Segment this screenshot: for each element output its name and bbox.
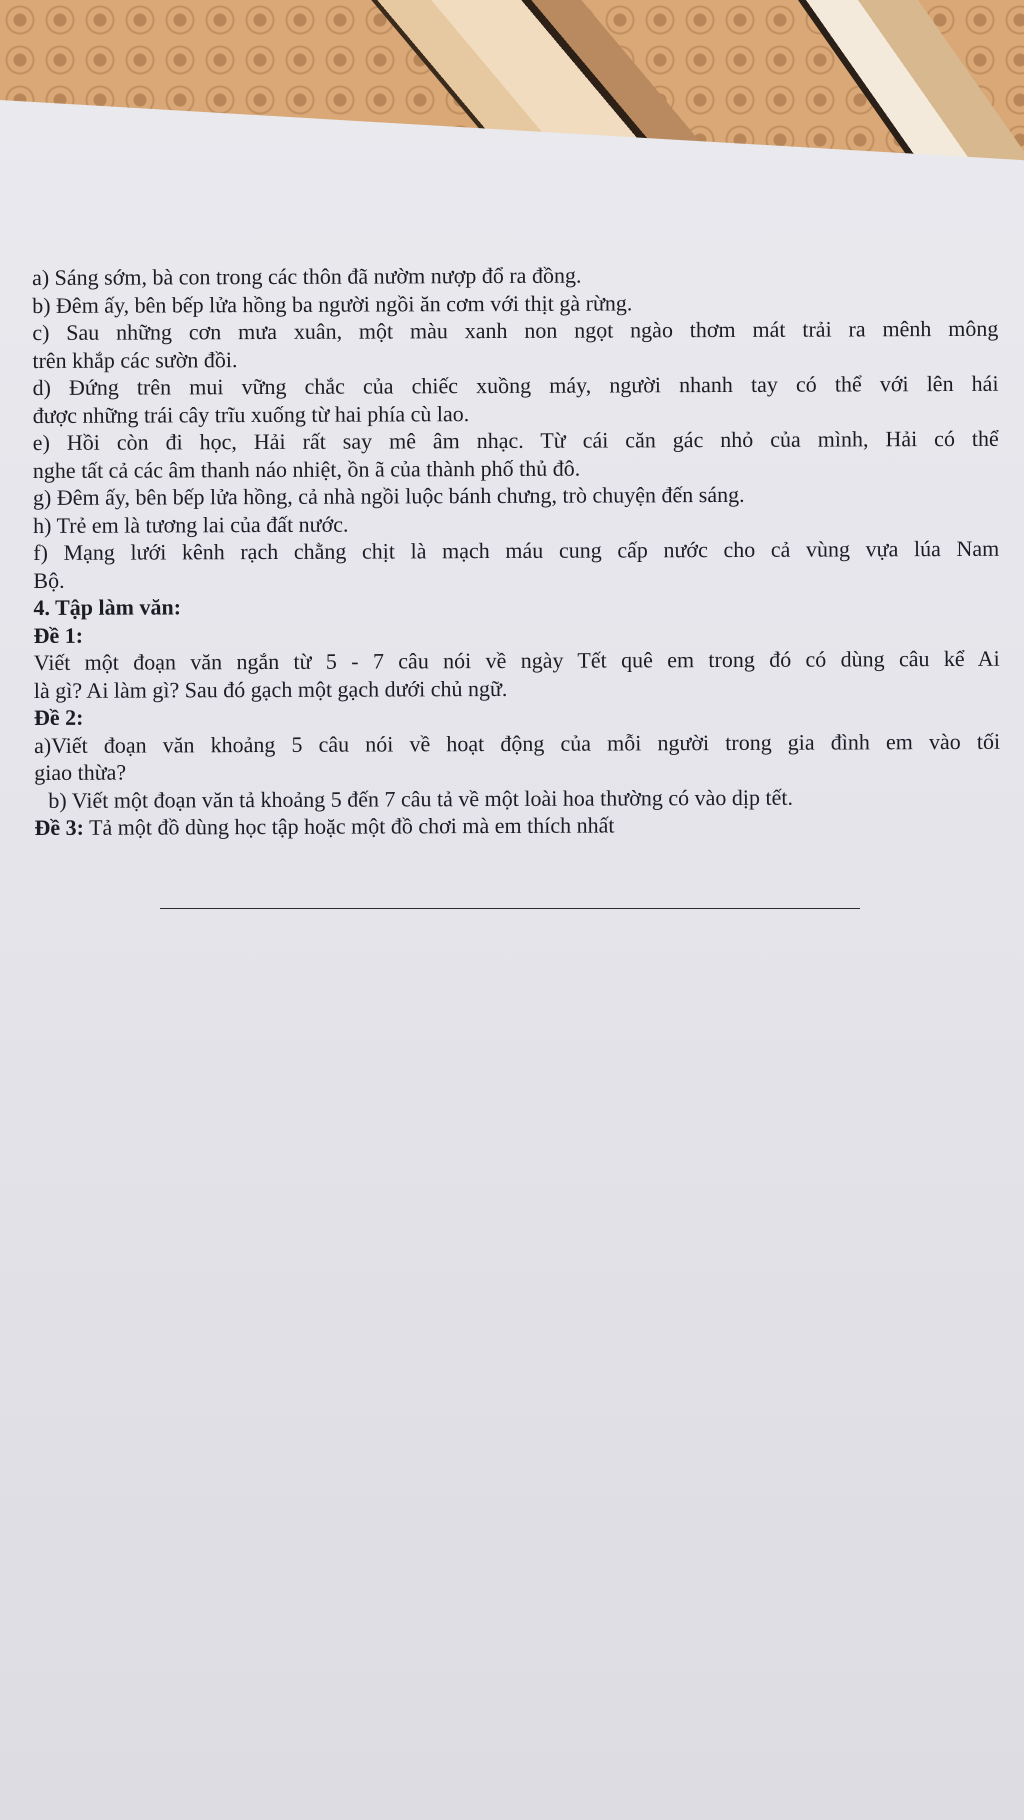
window-light-strip	[770, 0, 1024, 160]
worksheet-text	[32, 260, 1001, 842]
exercise-line-f: f) Mạng lưới kênh rạch chằng chịt là mạch máu cung cấp nước cho cả vùng vựa lúa Nam	[33, 535, 1000, 565]
exercise-line-d: d) Đứng trên mui vững chắc của chiếc xuồng máy, người nhanh tay có thể với lên hái	[32, 370, 999, 400]
de1-label: Đề 1:	[33, 622, 84, 648]
de3-line	[34, 810, 1000, 842]
de3-text: Tả một đồ dùng học tập hoặc một đồ chơi mà em thích nhất	[83, 812, 615, 840]
de1-line2: là gì? Ai làm gì? Sau đó gạch một gạch dưới chủ ngữ.	[33, 675, 508, 703]
exercise-line-e-cont: nghe tất cả các âm thanh náo nhiệt, ồn ã của thành phố thủ đô.	[32, 455, 581, 483]
exercise-line-c: c) Sau những cơn mưa xuân, một màu xanh non ngọt ngào thơm mát trải ra mênh mông	[32, 315, 999, 345]
de2-line3: b) Viết một đoạn văn tả khoảng 5 đến 7 câu tả về một loài hoa thường có vào dịp tết.	[48, 784, 793, 813]
exercise-line-b: b) Đêm ấy, bên bếp lửa hồng ba người ngồi ăn cơm với thịt gà rừng.	[32, 289, 633, 318]
section-title: 4. Tập làm văn:	[33, 594, 182, 620]
exercise-line-f-cont: Bộ.	[33, 567, 65, 593]
divider-line	[160, 908, 860, 909]
de2-line2: giao thừa?	[34, 759, 127, 785]
exercise-line-g: g) Đêm ấy, bên bếp lửa hồng, cả nhà ngồi luộc bánh chưng, trò chuyện đến sáng.	[32, 481, 745, 510]
exercise-line-h: h) Trẻ em là tương lai của đất nước.	[33, 511, 349, 538]
de2-line1: a)Viết đoạn văn khoảng 5 câu nói về hoạt động của mỗi người trong gia đình em vào tối	[34, 728, 1001, 758]
exercise-line-a: a) Sáng sớm, bà con trong các thôn đã nườm nượp đổ ra đồng.	[32, 262, 582, 290]
de2-label: Đề 2:	[33, 704, 84, 730]
exercise-line-e: e) Hồi còn đi học, Hải rất say mê âm nhạc. Từ cái căn gác nhỏ của mình, Hải có thể	[32, 425, 999, 455]
exercise-line-c-cont: trên khắp các sườn đồi.	[32, 346, 238, 373]
de3-label: Đề 3:	[34, 814, 84, 840]
exercise-line-d-cont: được những trái cây trĩu xuống từ hai phía cù lao.	[32, 400, 470, 428]
de1-line1: Viết một đoạn văn ngắn từ 5 - 7 câu nói về ngày Tết quê em trong đó có dùng câu kể Ai	[33, 645, 1000, 675]
